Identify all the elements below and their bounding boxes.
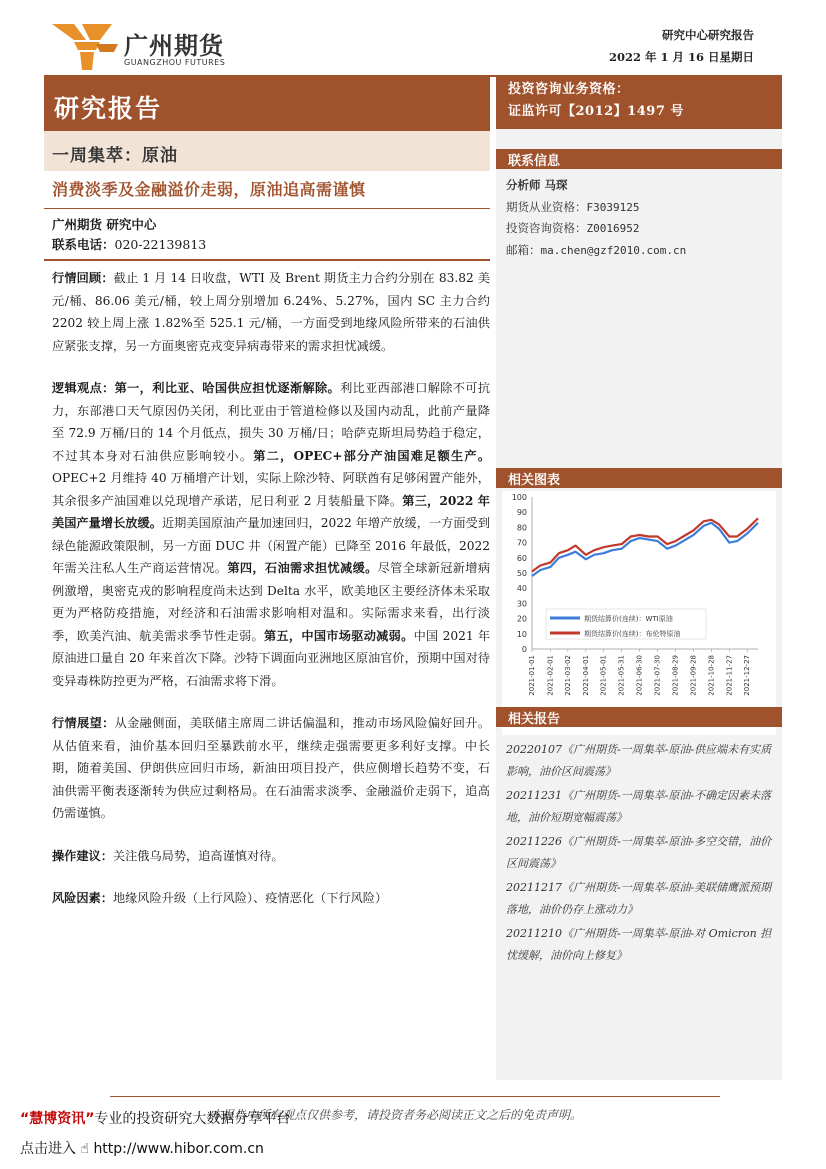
weekly-title: 一周集萃：原油 [44,131,490,171]
email-link[interactable]: ma.chen@gzf2010.com.cn [540,243,687,257]
watermark-url[interactable]: http://www.hibor.com.cn [93,1141,264,1157]
header-meta [609,24,754,68]
related-reports-list [506,739,778,969]
market-review-label: 行情回顾： [52,271,114,285]
outlook-label: 行情展望： [52,716,115,730]
y-tick-label: 0 [521,645,527,654]
futures-qual-line [506,197,686,219]
y-tick-label: 40 [516,584,527,594]
report-subtitle: 消费淡季及金融溢价走弱，原油追高需谨慎 [44,171,490,209]
x-tick-label: 2021-01-01 [528,655,536,696]
consult-qual-label: 投资咨询资格： [506,221,587,235]
outlook-text: 从金融侧面，美联储主席周二讲话偏温和，推动市场风险偏好回升。从估值来看，油价基本回归至暴跌前水平，继续走强需要更多利好支撑。中长期，随着美国、伊朗供应回归市场，新油田项目投产，供应侧增长趋势不变，石油供需平衡表逐渐转为供应过剩格局。在石油需求淡季、金融溢价走弱下，追高仍需谨慎。 [52,716,491,820]
email-label: 邮箱： [506,242,541,257]
logic-point-5: 第五，中国市场驱动减弱。 [263,628,414,643]
qualification-block [496,77,782,129]
company-logo [52,24,242,70]
report-type: 研究中心研究报告 [662,28,754,42]
advice-label: 操作建议： [52,848,113,863]
market-review-paragraph [52,267,490,357]
qualification-line-2: 证监许可【2012】1497 号 [508,104,684,119]
related-report-link[interactable]: 20211217《广州期货-一周集萃-原油-美联储鹰派预期落地，油价仍存上涨动力》 [506,881,772,916]
x-tick-label: 2021-08-29 [671,655,680,696]
logic-point-1: 第一，利比亚、哈国供应担忧逐渐解除。 [114,381,341,395]
logic-text-3: 近期美国原油产量加速回归，2022 年增产放缓，一方面受到绿色能源政策限制，另一方面 DUC 井（闲置产能）已降至 2016 年最低，2022 年需关注私人生产商运营情况。 [52,516,491,575]
disclaimer: 本报告中所有观点仅供参考，请投资者务必阅读正文之后的免责声明。 [210,1108,583,1122]
reports-heading: 相关报告 [496,707,782,727]
x-tick-label: 2021-09-28 [689,655,698,696]
outlook-paragraph [52,712,490,825]
x-tick-label: 2021-02-01 [546,655,555,696]
market-review-text: 截止 1 月 14 日收盘，WTI 及 Brent 期货主力合约分别在 83.82 美元/桶、86.06 美元/桶，较上周分别增加 6.24%、5.27%，国内 SC 主力合约 2202 较上周上涨 1.82%至 525.1 元/桶，一方面受到地缘风险所带来的石油供应紧张支撑，另一方面奥密克戎变异病毒带来的需求担忧减缓。 [52,271,490,353]
contact-info [506,175,686,261]
y-tick-label: 30 [516,599,527,609]
risk-paragraph [52,887,490,910]
y-tick-label: 70 [516,538,527,548]
logic-text-5: 中国 2021 年原油进口量自 20 年来首次下降。沙特下调面向亚洲地区原油官价，预期中国对待变异毒株防控更为严格，石油需求将下滑。 [52,628,491,688]
watermark-brand [20,1108,290,1128]
x-tick-label: 2021-06-30 [635,655,644,696]
consult-qual-line [506,218,686,240]
chart-heading: 相关图表 [496,468,782,488]
logic-point-2: 第二，OPEC+部分产油国难足额生产。 [253,448,491,463]
logic-text-4: 尽管全球新冠新增病例激增，奥密克戎的影响程度尚未达到 Delta 水平，欧美地区主要经济体未采取更为严格防疫措施，对经济和石油需求影响相对温和。实际需求来看，出行淡季，欧美汽油、航美需求季节性走弱。 [52,561,491,643]
legend-label: 期货结算价(连续)：WTI原油 [584,615,673,623]
qualification-line-1: 投资咨询业务资格： [508,82,630,97]
x-tick-label: 2021-04-01 [581,655,590,696]
y-tick-label: 80 [516,523,527,533]
analyst-name: 分析师 马琛 [506,178,568,192]
related-report-link[interactable]: 20211210《广州期货-一周集萃-原油-对 Omicron 担忧缓解，油价向上修复》 [506,927,772,962]
logic-label: 逻辑观点： [52,381,115,395]
consult-qual-id: Z0016952 [586,222,640,235]
contact-heading: 联系信息 [496,149,782,169]
y-tick-label: 90 [516,508,527,518]
x-tick-label: 2021-11-27 [725,655,734,696]
watermark-enter: 点击进入 [20,1141,76,1157]
legend-label: 期货结算价(连续)：布伦特原油 [584,630,681,638]
futures-qual-label: 期货从业资格： [506,199,587,214]
footer-divider [110,1096,720,1097]
risk-label: 风险因素： [52,891,113,905]
main-column [44,77,490,930]
phone-label: 联系电话： [52,237,115,252]
x-tick-label: 2021-03-02 [563,655,572,696]
x-tick-label: 2021-12-27 [743,655,752,696]
phone-number: 020-22139813 [114,237,207,252]
report-date: 2022 年 1 月 16 日星期日 [608,50,754,64]
y-tick-label: 50 [516,569,527,578]
author-org: 广州期货 研究中心 [52,217,157,232]
report-title: 研究报告 [44,77,490,131]
related-report-link[interactable]: 20220107《广州期货-一周集萃-原油-供应端未有实质影响，油价区间震荡》 [506,743,772,778]
watermark-brand-name: “慧博资讯” [20,1111,95,1127]
sidebar [496,77,782,1080]
logo-mark-icon [52,24,120,70]
y-tick-label: 20 [516,614,527,624]
related-report-link[interactable]: 20211226《广州期货-一周集萃-原油-多空交错，油价区间震荡》 [506,835,772,870]
email-line [506,240,686,262]
logic-point-4: 第四，石油需求担忧减缓。 [227,561,378,575]
oil-price-chart [496,489,782,739]
author-phone-line [52,235,490,255]
y-tick-label: 60 [516,553,527,563]
logo-text: 广州期货 [124,32,224,60]
logo-subtext: GUANGZHOU FUTURES [124,58,226,67]
advice-text: 关注俄乌局势，追高谨慎对待。 [112,848,284,863]
logic-paragraph [52,377,490,692]
x-tick-label: 2021-05-01 [599,655,608,696]
watermark-link-line [20,1138,264,1158]
risk-text: 地缘风险升级（上行风险）、疫情恶化（下行风险） [112,891,388,905]
y-tick-label: 10 [516,629,527,639]
author-block [44,209,490,255]
watermark-slogan: 专业的投资研究大数据分享平台 [94,1111,291,1127]
report-body [44,261,490,910]
x-tick-label: 2021-07-30 [653,655,662,696]
futures-qual-id: F3039125 [586,200,640,214]
advice-paragraph [52,845,490,868]
logic-point-3: 第三，2022 年美国产量增长放缓。 [52,493,490,530]
cursor-icon: ☝ [80,1141,89,1157]
logic-text-2: OPEC+2 月维持 40 万桶增产计划，实际上除沙特、阿联酋有足够闲置产能外，其余很多产油国难以兑现增产承诺，尼日利亚 2 月装船量下降。 [52,471,490,508]
x-tick-label: 2021-05-31 [617,655,626,696]
x-tick-label: 2021-10-28 [707,655,716,696]
y-tick-label: 100 [511,493,527,502]
logic-text-1: 利比亚西部港口解除不可抗力，东部港口天气原因仍关闭，利比亚由于管道检修以及国内动乱，此前产量降至 72.9 万桶/日的 14 个月低点，损失 30 万桶/日；哈萨克斯坦局势趋于稳定，不过其本身对石油供应影响较小。 [52,381,491,463]
related-report-link[interactable]: 20211231《广州期货-一周集萃-原油-不确定因素未落地，油价短期宽幅震荡》 [506,789,772,824]
